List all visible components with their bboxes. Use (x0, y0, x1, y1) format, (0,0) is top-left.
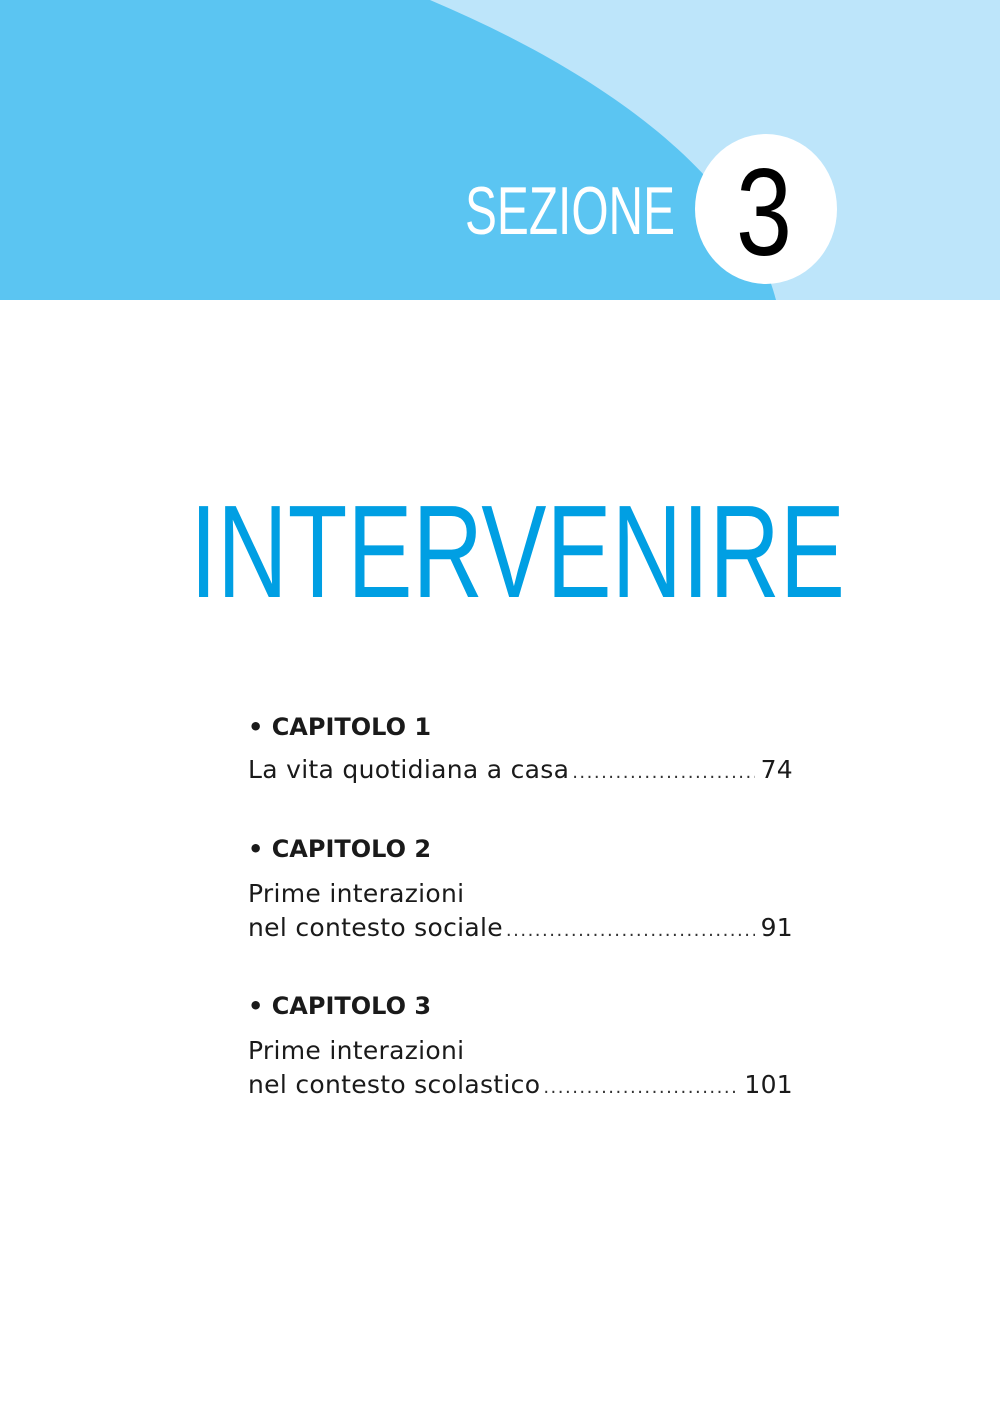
title-container (0, 470, 1000, 630)
chapter-2-heading: • CAPITOLO 2 (248, 835, 432, 863)
chapter-1-page: 74 (760, 755, 793, 784)
section-header-banner (0, 0, 1000, 300)
chapter-2-entry[interactable] (248, 913, 793, 942)
dot-leader (572, 762, 754, 783)
dot-leader (506, 920, 755, 941)
section-label: SEZIONE (465, 173, 675, 249)
chapter-1-title: La vita quotidiana a casa (248, 755, 570, 784)
chapter-3-title-line-2: nel contesto scolastico (248, 1070, 541, 1099)
chapter-3-entry[interactable] (248, 1070, 793, 1099)
section-title: INTERVENIRE (190, 478, 845, 625)
chapter-1-entry[interactable] (248, 755, 793, 784)
chapter-2-page: 91 (760, 913, 793, 942)
chapter-1-heading: • CAPITOLO 1 (248, 713, 432, 741)
chapter-3-heading: • CAPITOLO 3 (248, 992, 432, 1020)
chapter-3-page: 101 (744, 1070, 793, 1099)
section-number: 3 (736, 144, 792, 282)
chapter-2-title-line-2: nel contesto sociale (248, 913, 503, 942)
chapter-2-title-line-1: Prime interazioni (248, 879, 465, 908)
dot-leader (543, 1077, 738, 1098)
chapter-3-title-line-1: Prime interazioni (248, 1036, 465, 1065)
